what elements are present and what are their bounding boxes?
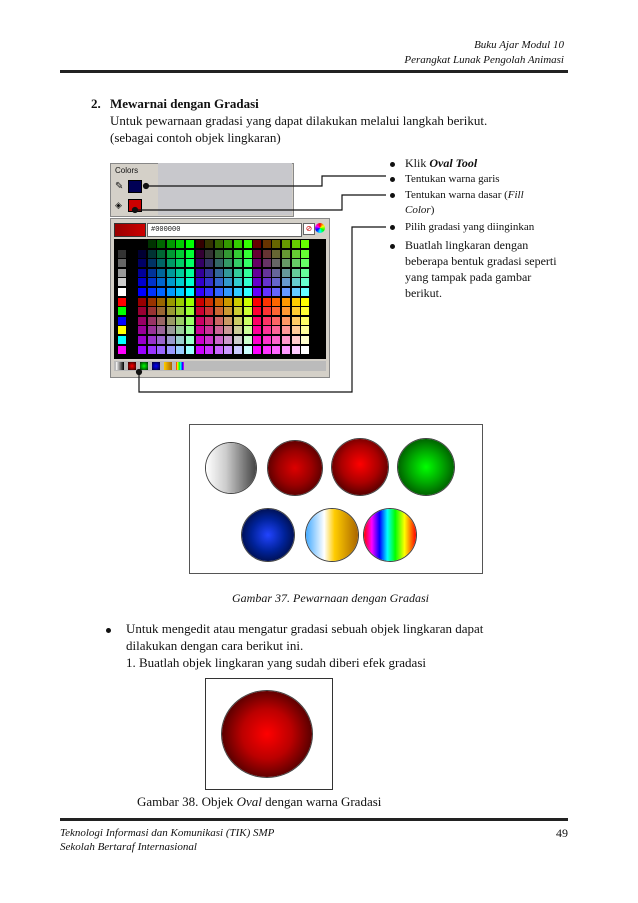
footer-line2: Sekolah Bertaraf Internasional bbox=[60, 841, 197, 853]
gradient-circle-green bbox=[398, 439, 454, 495]
colors-panel-title: Colors bbox=[115, 166, 139, 175]
section-intro-note: (sebagai contoh objek lingkaran) bbox=[110, 130, 281, 145]
step-item: Tentukan warna dasar (Fill bbox=[390, 188, 570, 203]
bucket-icon: ◈ bbox=[115, 200, 122, 210]
step-item-cont: Color) bbox=[405, 204, 435, 216]
figure-38-frame bbox=[205, 678, 333, 790]
substep-1: 1. Buatlah objek lingkaran yang sudah diberi efek gradasi bbox=[126, 655, 426, 670]
figure-37-frame bbox=[189, 424, 483, 574]
edit-gradient-text: Untuk mengedit atau mengatur gradasi sebuah objek lingkaran dapat bbox=[126, 621, 484, 636]
no-color-icon[interactable]: ⊘ bbox=[303, 223, 315, 235]
edit-gradient-text-2: dilakukan dengan cara berikut ini. bbox=[126, 638, 304, 653]
section-intro: Untuk pewarnaan gradasi yang dapat dilakukan melalui langkah berikut. bbox=[110, 113, 488, 128]
gradient-circle-linear-gray bbox=[206, 443, 256, 493]
gradient-circle-rainbow bbox=[364, 509, 416, 561]
footer-rule bbox=[60, 818, 568, 821]
step-list bbox=[390, 156, 570, 301]
header-subtitle: Perangkat Lunak Pengolah Animasi bbox=[404, 54, 564, 66]
pencil-icon: ✎ bbox=[115, 181, 124, 192]
step-item: Klik Oval Tool bbox=[390, 156, 570, 171]
section-number: 2. bbox=[91, 96, 101, 111]
oval-gradient-red bbox=[222, 691, 312, 777]
gradient-circle-red-radial bbox=[268, 441, 322, 495]
page-number: 49 bbox=[556, 826, 568, 840]
gradient-circle-blue-gold bbox=[306, 509, 358, 561]
gradient-circle-red-dark bbox=[332, 439, 388, 495]
figure-37-caption: Gambar 37. Pewarnaan dengan Gradasi bbox=[232, 591, 429, 605]
step-item: Tentukan warna garis bbox=[390, 172, 570, 187]
footer-line1: Teknologi Informasi dan Komunikasi (TIK) SMP bbox=[60, 827, 275, 839]
gradient-circle-blue bbox=[242, 509, 294, 561]
step-item: Pilih gradasi yang diinginkan bbox=[390, 220, 570, 235]
figure-38-caption: Gambar 38. Objek Oval dengan warna Gradasi bbox=[137, 794, 382, 809]
header-title: Buku Ajar Modul 10 bbox=[474, 39, 564, 51]
hex-input[interactable]: #000000 bbox=[147, 223, 302, 237]
bullet-dot bbox=[106, 620, 121, 637]
step-item: Buatlah lingkaran dengan beberapa bentuk gradasi seperti yang tampak pada gambar berikut. bbox=[390, 237, 570, 301]
section-title: Mewarnai dengan Gradasi bbox=[110, 96, 259, 111]
